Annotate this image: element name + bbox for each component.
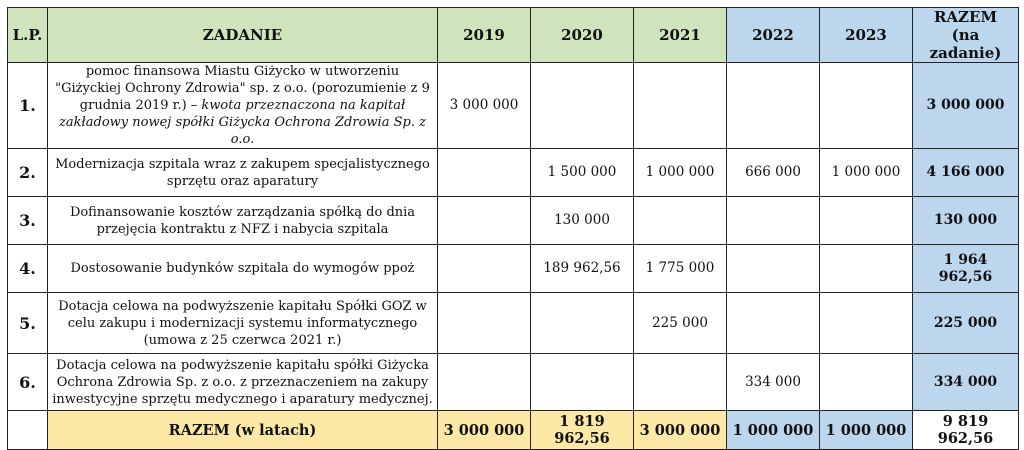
cell-2021 [634,354,727,411]
task-description [48,63,438,149]
task-description: Dofinansowanie kosztów zarządzania spółką do dnia przejęcia kontraktu z NFZ i nabycia szpitala [48,197,438,245]
header-row [8,8,1019,63]
header-2022: 2022 [727,8,820,63]
summary-total: 9 819 962,56 [913,411,1019,450]
table-row [8,245,1019,293]
cell-2021 [634,63,727,149]
header-lp: L.P. [8,8,48,63]
table-row [8,197,1019,245]
cell-2019 [438,197,531,245]
task-description: Dostosowanie budynków szpitala do wymogów ppoż [48,245,438,293]
summary-2023: 1 000 000 [820,411,913,450]
cell-total: 4 166 000 [913,149,1019,197]
cell-2022 [727,245,820,293]
header-2021: 2021 [634,8,727,63]
cell-2019 [438,293,531,354]
cell-total: 225 000 [913,293,1019,354]
cell-2021: 225 000 [634,293,727,354]
cell-2021: 1 775 000 [634,245,727,293]
header-razem [913,8,1019,63]
row-number: 5. [8,293,48,354]
cell-2022 [727,293,820,354]
task-text: pomoc finansowa Miastu Giżycko w utworzeniu "Giżyckiej Ochrony Zdrowia" sp. z o.o. (porozumienie z 9 grudnia 2019 r.) [55,64,430,113]
table-row [8,149,1019,197]
cell-total: 130 000 [913,197,1019,245]
cell-2019 [438,245,531,293]
row-number: 2. [8,149,48,197]
row-number: 4. [8,245,48,293]
row-number: 6. [8,354,48,411]
cell-2020 [531,354,634,411]
cell-2023 [820,354,913,411]
cell-total: 3 000 000 [913,63,1019,149]
header-razem-line2: (na zadanie) [929,26,1002,62]
summary-2021: 3 000 000 [634,411,727,450]
cell-2020: 189 962,56 [531,245,634,293]
cell-2021 [634,197,727,245]
cell-2023: 1 000 000 [820,149,913,197]
summary-label: RAZEM (w latach) [48,411,438,450]
cell-2023 [820,245,913,293]
cell-2019: 3 000 000 [438,63,531,149]
header-2020: 2020 [531,8,634,63]
task-description: Modernizacja szpitala wraz z zakupem specjalistycznego sprzętu oraz aparatury [48,149,438,197]
cell-total: 334 000 [913,354,1019,411]
cell-2022 [727,63,820,149]
table-row [8,63,1019,149]
header-2019: 2019 [438,8,531,63]
summary-lp-empty [8,411,48,450]
header-zadanie: ZADANIE [48,8,438,63]
header-razem-line1: RAZEM [933,8,998,26]
summary-2019: 3 000 000 [438,411,531,450]
cell-2021: 1 000 000 [634,149,727,197]
table-row [8,293,1019,354]
task-note: – kwota przeznaczona na kapitał zakładowy nowej spółki Giżycka Ochrona Zdrowia Sp. z o.o. [59,98,426,147]
row-number: 1. [8,63,48,149]
cell-2022: 666 000 [727,149,820,197]
summary-2020: 1 819 962,56 [531,411,634,450]
cell-2020: 1 500 000 [531,149,634,197]
budget-table [7,7,1019,450]
cell-2023 [820,293,913,354]
budget-table-container [7,7,1019,450]
cell-2020 [531,293,634,354]
summary-row [8,411,1019,450]
cell-2020: 130 000 [531,197,634,245]
cell-2023 [820,63,913,149]
header-2023: 2023 [820,8,913,63]
cell-2019 [438,149,531,197]
cell-total: 1 964 962,56 [913,245,1019,293]
cell-2020 [531,63,634,149]
cell-2022: 334 000 [727,354,820,411]
cell-2022 [727,197,820,245]
table-row [8,354,1019,411]
row-number: 3. [8,197,48,245]
task-description: Dotacja celowa na podwyższenie kapitału spółki Giżycka Ochrona Zdrowia Sp. z o.o. z przeznaczeniem na zakupy inwestycyjne sprzętu medycznego i aparatury medycznej. [48,354,438,411]
cell-2023 [820,197,913,245]
task-description: Dotacja celowa na podwyższenie kapitału Spółki GOZ w celu zakupu i modernizacji systemu informatycznego (umowa z 25 czerwca 2021 r.) [48,293,438,354]
cell-2019 [438,354,531,411]
summary-2022: 1 000 000 [727,411,820,450]
